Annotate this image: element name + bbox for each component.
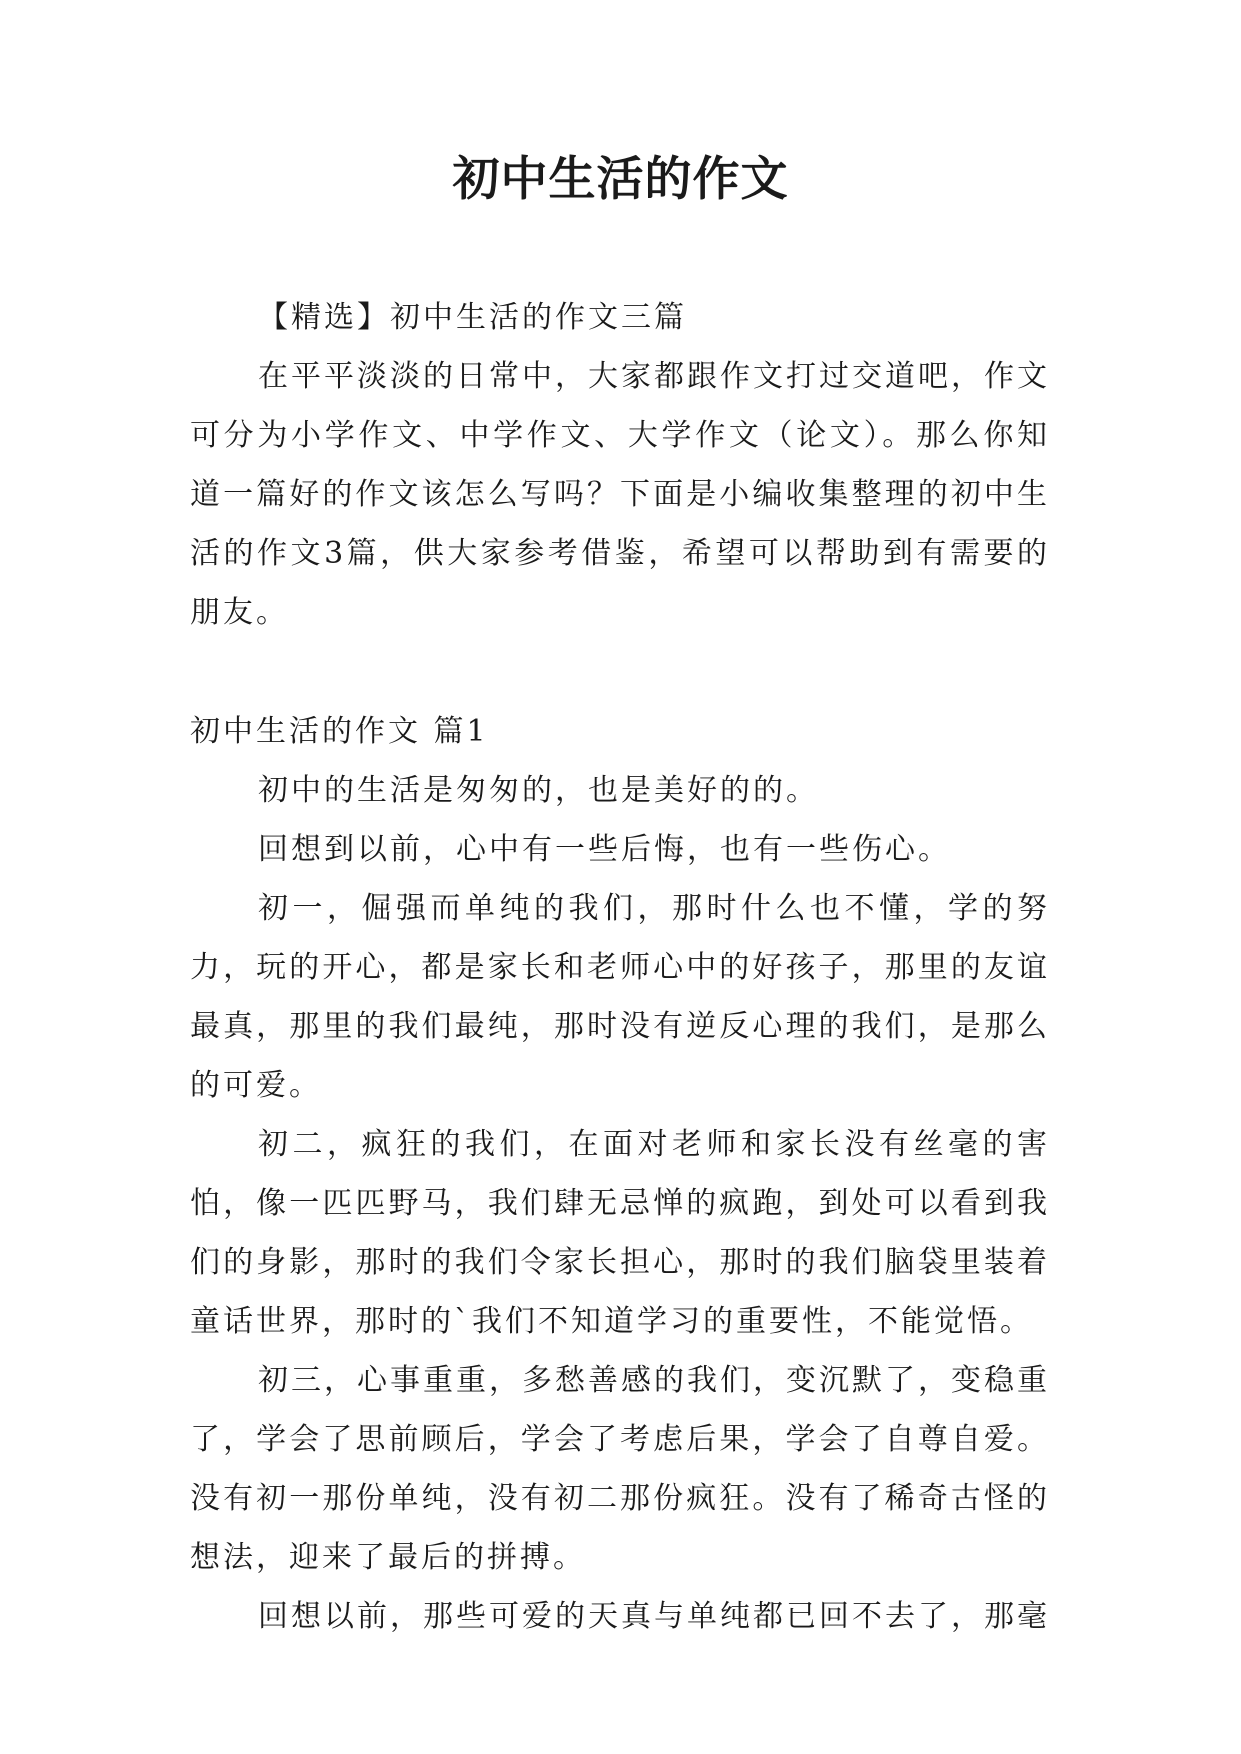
section-1-paragraph: 初中的生活是匆匆的，也是美好的的。 (258, 773, 819, 808)
section-1-paragraph: 初三，心事重重，多愁善感的我们，变沉默了，变稳重了，学会了思前顾后，学会了考虑后果，学会了自尊自爱。没有初一那份单纯，没有初二那份疯狂。没有了稀奇古怪的想法，迎来了最后的拼搏。 (190, 1363, 1050, 1575)
section-1-paragraph: 回想以前，那些可爱的天真与单纯都已回不去了，那毫 (258, 1599, 1050, 1634)
document-title: 初中生活的作文 (452, 152, 789, 207)
section-1-paragraph: 初一，倔强而单纯的我们，那时什么也不懂，学的努力，玩的开心，都是家长和老师心中的好孩子，那里的友谊最真，那里的我们最纯，那时没有逆反心理的我们，是那么的可爱。 (190, 891, 1050, 1103)
intro-paragraph: 在平平淡淡的日常中，大家都跟作文打过交道吧，作文可分为小学作文、中学作文、大学作文（论文）。那么你知道一篇好的作文该怎么写吗？下面是小编收集整理的初中生活的作文3篇，供大家参考借鉴，希望可以帮助到有需要的朋友。 (190, 359, 1050, 630)
intro-heading: 【精选】初中生活的作文三篇 (258, 300, 687, 335)
document-body (190, 288, 1050, 1646)
section-1-paragraph: 回想到以前，心中有一些后悔，也有一些伤心。 (258, 832, 951, 867)
section-1-heading: 初中生活的作文 篇1 (190, 714, 489, 749)
section-1-paragraph: 初二，疯狂的我们，在面对老师和家长没有丝毫的害怕，像一匹匹野马，我们肆无忌惮的疯跑，到处可以看到我们的身影，那时的我们令家长担心，那时的我们脑袋里装着童话世界，那时的`我们不知道学习的重要性，不能觉悟。 (190, 1127, 1050, 1339)
